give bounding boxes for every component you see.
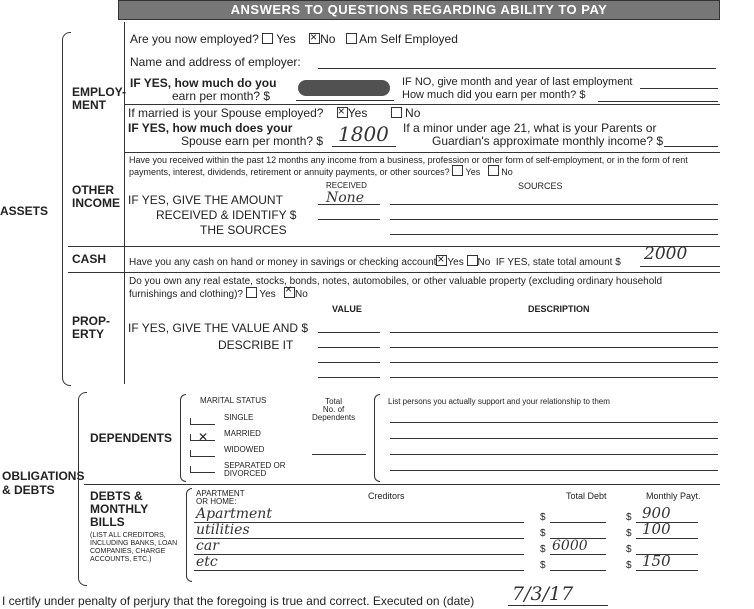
cash-yes-label: Yes — [447, 257, 464, 268]
person-field-2[interactable] — [390, 438, 718, 439]
guardian-income-field[interactable] — [664, 146, 718, 147]
marital-brace — [180, 394, 186, 482]
if-yes-earn-line2: earn per month? $ — [172, 89, 271, 103]
spouse-earn-value: 1800 — [338, 122, 389, 146]
monthly-field[interactable] — [636, 570, 698, 571]
total-debt-dollar: $ — [540, 512, 546, 523]
spouse-yes-label: Yes — [347, 106, 368, 120]
spouse-earn-field[interactable] — [332, 146, 396, 147]
total-debt-dollar: $ — [540, 560, 546, 571]
spouse-question — [128, 106, 420, 120]
obligations-brace — [78, 392, 87, 586]
header-title: ANSWERS TO QUESTIONS REGARDING ABILITY TO PAY — [230, 2, 608, 17]
other-income-divider — [124, 152, 720, 153]
employed-yes-checkbox[interactable] — [262, 33, 273, 44]
monthly-value: 150 — [642, 552, 671, 570]
spouse-no-checkbox[interactable] — [391, 107, 402, 118]
debts-label-3: BILLS — [90, 515, 125, 529]
property-no-label: No — [295, 289, 308, 300]
monthly-dollar: $ — [626, 560, 632, 571]
debts-label-2: MONTHLY — [90, 502, 149, 516]
employed-no-checkbox[interactable] — [309, 33, 320, 44]
section-divider — [124, 22, 125, 384]
marital-status-checkline[interactable] — [190, 418, 215, 425]
creditor-field[interactable] — [194, 538, 524, 539]
if-no-line1: IF NO, give month and year of last employment — [402, 76, 633, 88]
person-field-1[interactable] — [390, 422, 718, 423]
other-income-yes-checkbox[interactable] — [452, 165, 463, 176]
debts-label-1: DEBTS & — [90, 489, 143, 503]
dependents-label: DEPENDENTS — [90, 431, 173, 445]
if-no-line2: How much did you earn per month? $ — [402, 89, 586, 101]
cash-divider-bottom — [68, 272, 720, 273]
cash-ifyes-label: IF YES, state total amount $ — [495, 257, 621, 268]
minor-line2: Guardian's approximate monthly income? $ — [432, 134, 664, 148]
cash-label: CASH — [72, 252, 107, 266]
marital-status-label: SINGLE — [224, 413, 254, 422]
certify-text: I certify under penalty of perjury that the foregoing is true and correct. Executed on (date) — [2, 594, 475, 608]
total-line2: No. of — [322, 405, 345, 414]
creditors-header: Creditors — [368, 491, 405, 501]
property-value-2[interactable] — [318, 347, 380, 348]
other-income-ifyes-3: THE SOURCES — [200, 223, 287, 237]
property-label-1: PROP- — [72, 314, 111, 328]
total-dependents-field[interactable] — [312, 454, 366, 455]
monthly-payment-header: Monthly Payt. — [646, 491, 701, 501]
property-no-checkbox[interactable] — [284, 287, 295, 298]
property-desc-4[interactable] — [390, 377, 718, 378]
employment-label-2: MENT — [72, 98, 106, 112]
property-desc-3[interactable] — [390, 362, 718, 363]
marital-status-checkline[interactable] — [190, 450, 215, 457]
other-income-label-1: OTHER — [72, 183, 114, 197]
property-desc-2[interactable] — [390, 347, 718, 348]
other-income-yes-label: Yes — [465, 167, 481, 177]
monthly-dollar: $ — [626, 512, 632, 523]
marital-status-label: SEPARATED OR DIVORCED — [224, 461, 286, 478]
cash-amount-field[interactable] — [640, 266, 720, 267]
spouse-yes-checkbox[interactable] — [337, 107, 348, 118]
spouse-question-text: If married is your Spouse employed? — [128, 106, 324, 120]
employed-yes-label: Yes — [276, 32, 296, 46]
other-income-no-label: No — [501, 167, 513, 177]
spouse-earn-line2: Spouse earn per month? $ — [181, 134, 324, 148]
redacted-earnings — [298, 80, 390, 96]
monthly-value: 900 — [642, 504, 671, 522]
employed-question — [130, 32, 458, 46]
sources-field-1[interactable] — [390, 204, 718, 205]
value-column-header: VALUE — [332, 304, 362, 314]
creditor-value: Apartment — [196, 506, 272, 522]
cash-no-checkbox[interactable] — [467, 255, 478, 266]
other-income-question — [129, 155, 717, 177]
total-debt-value: 6000 — [552, 538, 588, 554]
creditor-field[interactable] — [194, 570, 524, 571]
sources-column-header: SOURCES — [518, 181, 563, 191]
persons-brace — [374, 394, 380, 482]
total-debt-field[interactable] — [550, 522, 606, 523]
monthly-value: 100 — [642, 520, 671, 538]
other-income-label-2: INCOME — [72, 196, 120, 210]
monthly-dollar: $ — [626, 544, 632, 555]
received-field-2[interactable] — [318, 219, 380, 220]
creditor-field[interactable] — [194, 554, 524, 555]
other-income-ifyes-2: RECEIVED & IDENTIFY $ — [156, 208, 297, 222]
marital-status-checkline[interactable]: ✕ — [190, 434, 215, 441]
total-dependents-header — [312, 398, 355, 422]
total-line3: Dependents — [312, 413, 356, 422]
total-debt-field[interactable] — [550, 570, 606, 571]
employer-field[interactable] — [318, 68, 716, 69]
property-label-2: ERTY — [72, 327, 105, 341]
sources-field-3[interactable] — [390, 234, 718, 235]
employer-label: Name and address of employer: — [130, 55, 301, 69]
marital-status-checkline[interactable] — [190, 466, 215, 473]
monthly-dollar: $ — [626, 528, 632, 539]
cash-question-text: Have you any cash on hand or money in savings or checking account — [129, 257, 437, 268]
persons-list-label: List persons you actually support and your relationship to them — [388, 397, 610, 406]
spouse-no-label: No — [405, 106, 421, 120]
received-column-header: RECEIVED — [326, 181, 367, 190]
certify-date-field[interactable] — [508, 605, 608, 606]
person-field-3[interactable] — [390, 454, 718, 455]
other-income-ifyes-1: IF YES, GIVE THE AMOUNT — [128, 193, 283, 207]
earnings-field[interactable] — [296, 100, 394, 101]
property-value-1[interactable] — [318, 332, 380, 333]
property-value-4[interactable] — [318, 377, 380, 378]
employment-label-1: EMPLOY- — [72, 85, 127, 99]
cash-yes-checkbox[interactable] — [436, 255, 447, 266]
person-field-4[interactable] — [390, 470, 718, 471]
cash-no-label: No — [477, 257, 491, 268]
property-question — [129, 276, 689, 300]
total-debt-header: Total Debt — [566, 491, 607, 501]
debts-note: (LIST ALL CREDITORS, INCLUDING BANKS, LOAN COMPANIES, CHARGE ACCOUNTS, ETC.) — [90, 532, 178, 563]
other-income-no-checkbox[interactable] — [488, 165, 499, 176]
obligations-label: OBLIGATIONS — [2, 469, 85, 483]
debts-label: & DEBTS — [2, 483, 55, 497]
property-desc-1[interactable] — [390, 332, 718, 333]
cash-divider-top — [68, 246, 720, 247]
last-earnings-field[interactable] — [598, 101, 718, 102]
total-debt-dollar: $ — [540, 528, 546, 539]
marital-status-label: WIDOWED — [224, 445, 265, 454]
self-employed-label: Am Self Employed — [359, 32, 458, 46]
if-yes-earn-line1: IF YES, how much do you — [130, 76, 277, 90]
sources-field-2[interactable] — [390, 219, 718, 220]
self-employed-checkbox[interactable] — [346, 33, 357, 44]
creditor-value: etc — [196, 554, 218, 570]
monthly-field[interactable] — [636, 538, 698, 539]
property-ifyes-2: DESCRIBE IT — [218, 338, 294, 352]
property-ifyes-1: IF YES, GIVE THE VALUE AND $ — [128, 321, 309, 335]
property-question-text: Do you own any real estate, stocks, bonds, notes, automobiles, or other valuable property (excluding ordinary household furnishings and clothing)? — [129, 276, 663, 300]
debts-brace — [186, 488, 192, 582]
cash-amount-value: 2000 — [644, 244, 688, 264]
marital-status-title: MARITAL STATUS — [200, 396, 267, 405]
cash-question — [129, 255, 621, 268]
last-employment-field[interactable] — [640, 88, 718, 89]
marital-status-label: MARRIED — [224, 429, 261, 438]
employed-no-label: No — [320, 32, 336, 46]
total-debt-field[interactable] — [550, 554, 606, 555]
total-debt-dollar: $ — [540, 544, 546, 555]
property-yes-checkbox[interactable] — [246, 287, 257, 298]
total-line1: Total — [325, 397, 343, 406]
debts-divider — [84, 484, 720, 485]
creditor-value: car — [196, 538, 219, 554]
minor-line1: If a minor under age 21, what is your Parents or — [403, 121, 657, 135]
description-column-header: DESCRIPTION — [528, 304, 590, 314]
apartment-header: APARTMENT OR HOME: — [196, 489, 245, 506]
creditor-value: utilities — [196, 522, 250, 538]
if-yes-earn — [130, 76, 276, 90]
assets-brace — [62, 32, 71, 386]
employed-question-text: Are you now employed? — [130, 32, 259, 46]
property-value-3[interactable] — [318, 362, 380, 363]
certify-date-value: 7/3/17 — [512, 583, 574, 605]
received-value: None — [326, 190, 364, 206]
spouse-earn-line1: IF YES, how much does your — [128, 121, 293, 135]
assets-label: ASSETS — [0, 204, 49, 218]
property-yes-label: Yes — [259, 289, 276, 300]
employment-divider — [124, 104, 720, 105]
other-income-question-text: Have you received within the past 12 months any income from a business, profession or other form of self-employment, or in the form of rent payments, interest, dividends, retirement or annuity payments, or other sources? — [129, 155, 688, 177]
form-header — [118, 0, 720, 20]
received-field-1[interactable] — [318, 204, 380, 205]
